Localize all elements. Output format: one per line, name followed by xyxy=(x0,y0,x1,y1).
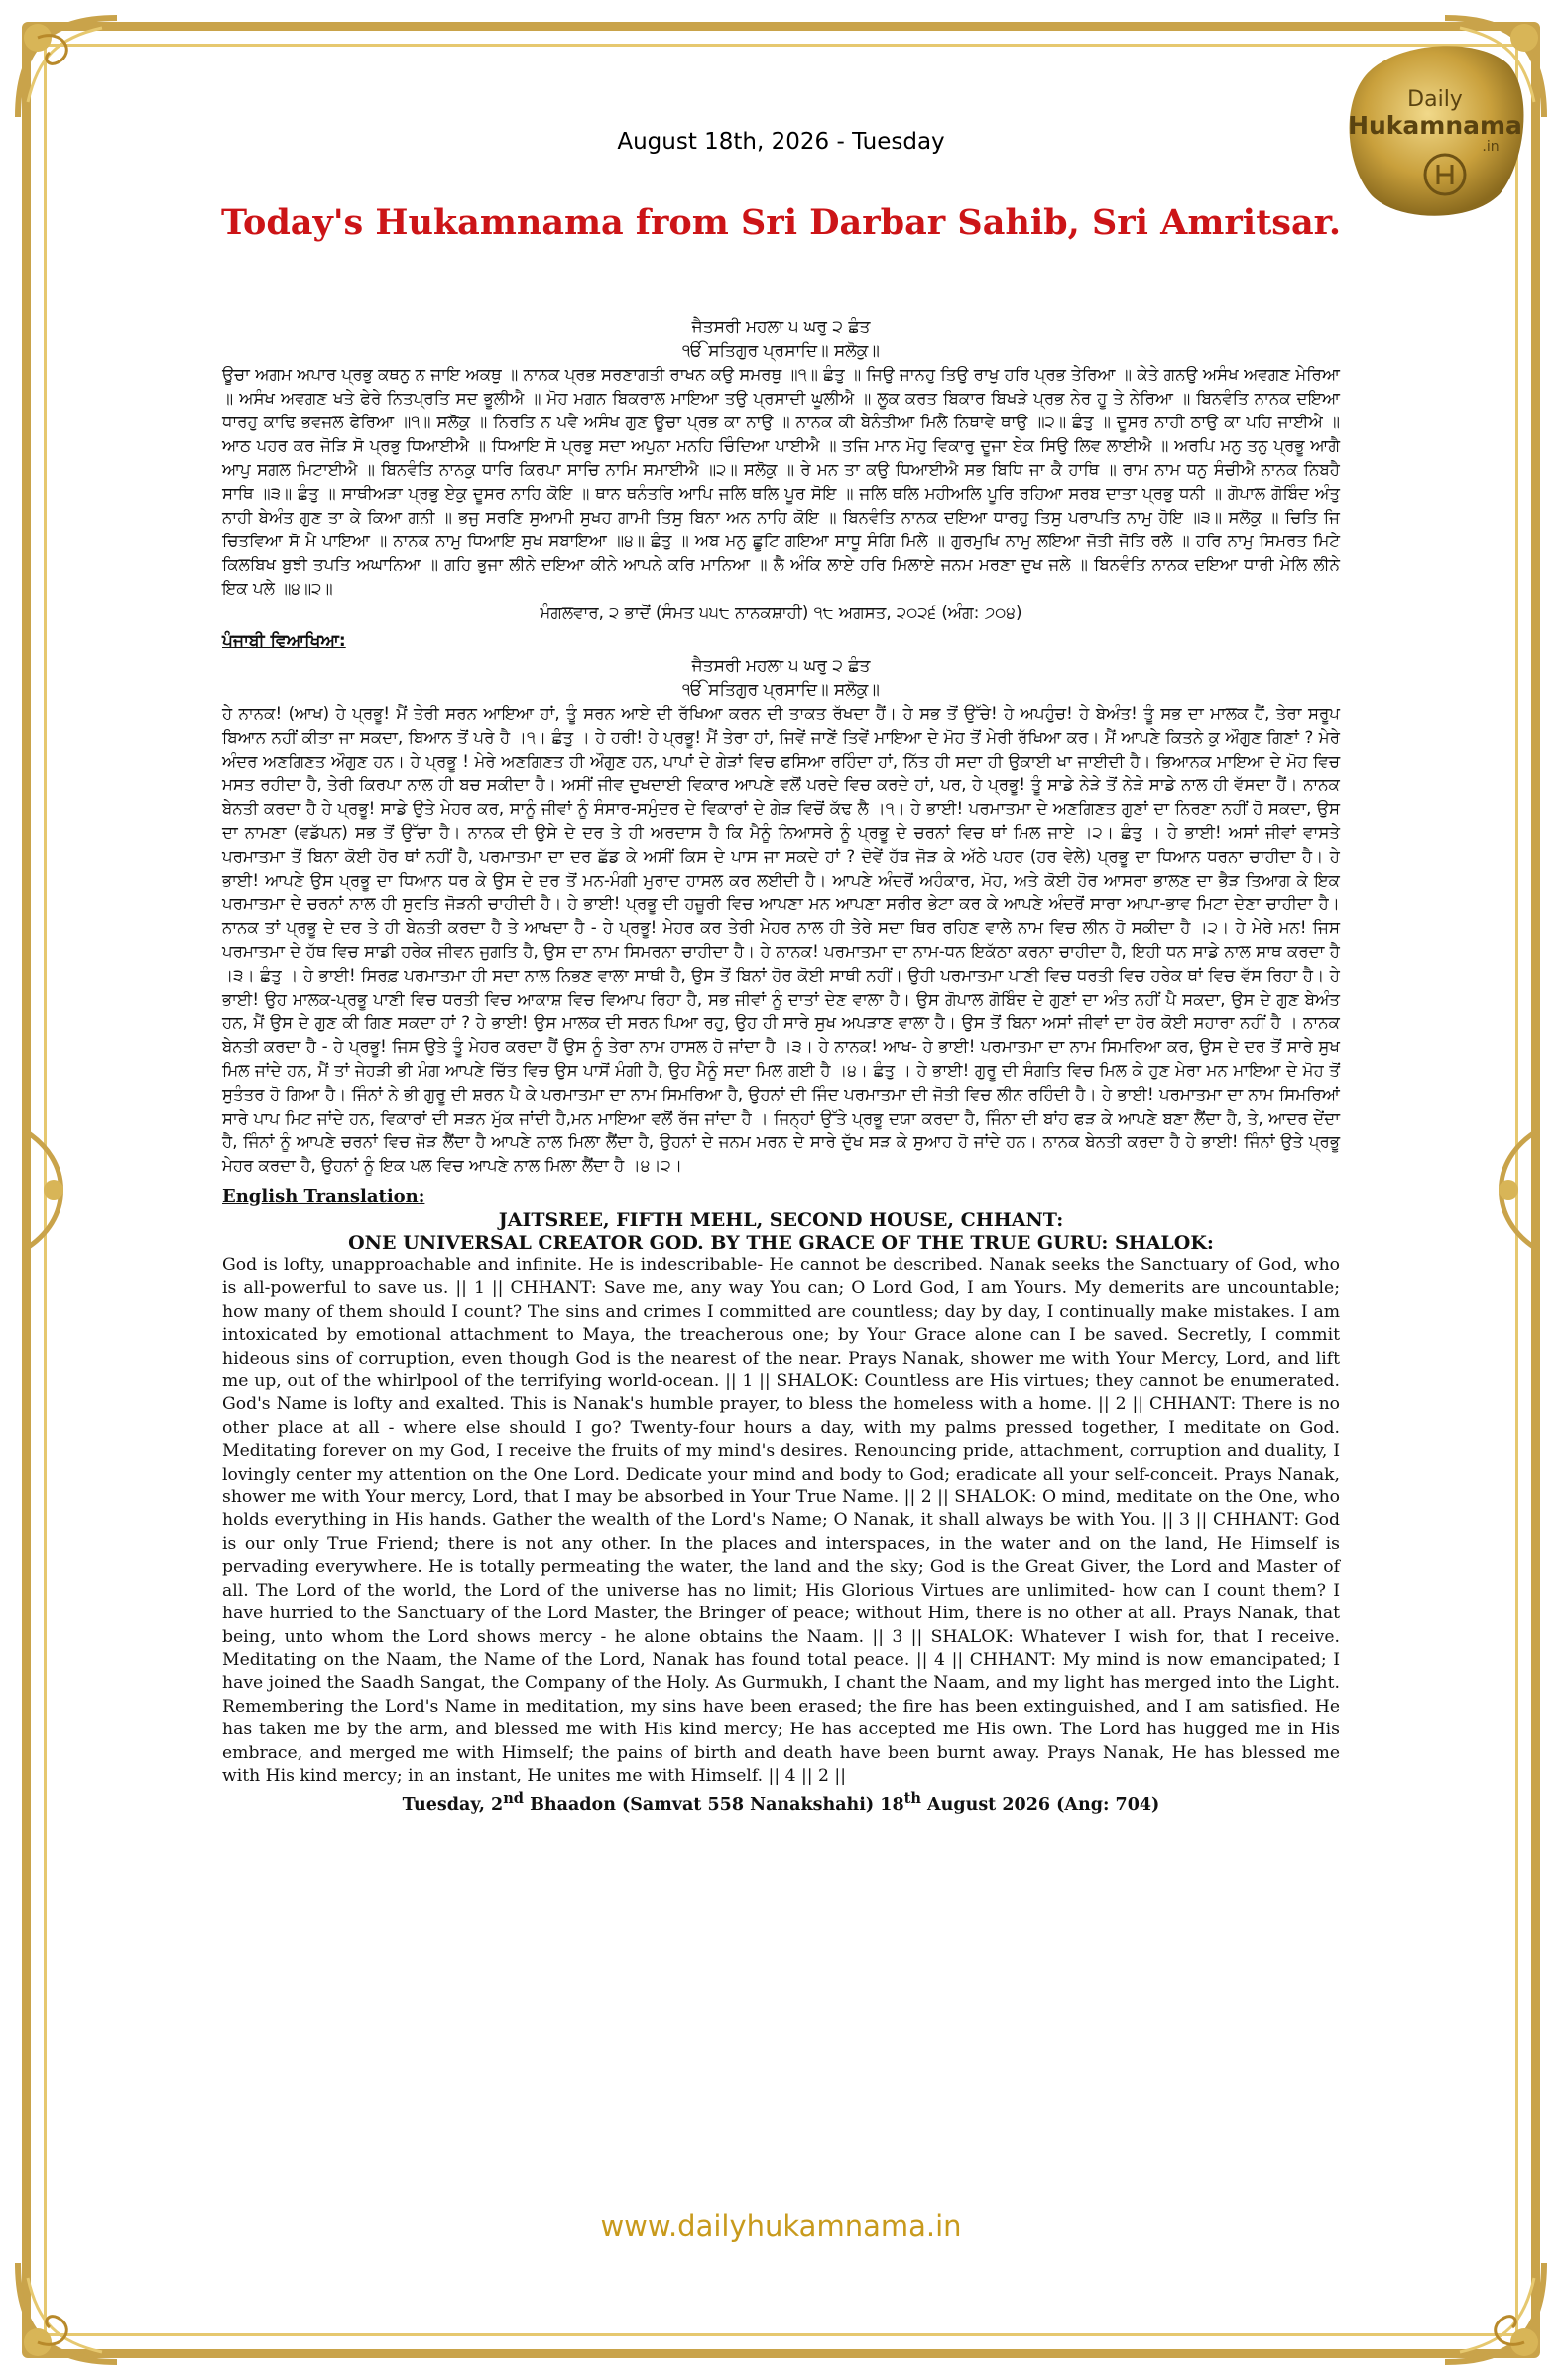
page-title: Today's Hukamnama from Sri Darbar Sahib, Sri Amritsar. xyxy=(220,202,1342,243)
english-translation: God is lofty, unapproachable and infinite. He is indescribable- He cannot be described. Nanak seeks the Sanctuary of God, who is all-powerful to save us. || 1 || CHHANT: Save me, any way You can; O Lord God, I am Yours. My demerits are uncountable; how many of them should I count? The sins and crimes I committed are countless; day by day, I continually make mistakes. I am intoxicated by emotional attachment to Maya, the treacherous one; by Your Grace alone can I be saved. Secretly, I commit hideous sins of corruption, even though God is the nearest of the near. Prays Nanak, shower me with Your Mercy, Lord, and lift me up, out of the whirlpool of the terrifying world-ocean. || 1 || SHALOK: Countless are His virtues; they cannot be enumerated. God's Name is lofty and exalted. This is Nanak's humble prayer, to bless the homeless with a home. || 2 || CHHANT: There is no other place at all - where else should I go? Twenty-four hours a day, with my palms pressed together, I meditate on God. Meditating forever on my God, I receive the fruits of my mind's desires. Renouncing pride, attachment, corruption and duality, I lovingly center my attention on the One Lord. Dedicate your mind and body to God; eradicate all your self-conceit. Prays Nanak, shower me with Your mercy, Lord, that I may be absorbed in Your True Name. || 2 || SHALOK: O mind, meditate on the One, who holds everything in His hands. Gather the wealth of the Lord's Name; O Nanak, it shall always be with You. || 3 || CHHANT: God is our only True Friend; there is not any other. In the places and interspaces, in the water and on the land, He Himself is pervading everywhere. He is totally permeating the water, the land and the sky; God is the Great Giver, the Lord and Master of all. The Lord of the world, the Lord of the universe has no limit; His Glorious Virtues are unlimited- how can I count them? I have hurried to the Sanctuary of the Lord Master, the Bringer of peace; without Him, there is no other at all. Prays Nanak, that being, unto whom the Lord shows mercy - he alone obtains the Naam. || 3 || SHALOK: Whatever I wish for, that I receive. Meditating on the Naam, the Name of the Lord, Nanak has found total peace. || 4 || CHHANT: My mind is now emancipated; I have joined the Saadh Sangat, the Company of the Holy. As Gurmukh, I chant the Naam, and my light has merged into the Light. Remembering the Lord's Name in meditation, my sins have been erased; the fire has been extinguished, and I am satisfied. He has taken me by the arm, and blessed me with His kind mercy; He has accepted me His own. The Lord has hugged me in His embrace, and merged me with Himself; the pains of birth and death have been burnt away. Prays Nanak, He has blessed me with His kind mercy; in an instant, He unites me with Himself. || 4 || 2 || xyxy=(222,1255,1340,1786)
hukamnama-content xyxy=(222,315,1340,1815)
gurbani-subheading: ੴ ਸਤਿਗੁਰ ਪ੍ਰਸਾਦਿ॥ ਸਲੋਕੁ॥ xyxy=(682,341,880,361)
english-date-line xyxy=(222,1790,1340,1815)
gurbani-heading: ਜੈਤਸਰੀ ਮਹਲਾ ੫ ਘਰੁ ੨ ਛੰਤ xyxy=(691,317,871,337)
date-part: Tuesday, 2 xyxy=(402,1795,504,1816)
date-part: August 2026 (Ang: 704) xyxy=(920,1795,1160,1816)
date-sup: nd xyxy=(503,1790,524,1808)
date-part: Bhaadon (Samvat 558 Nanakshahi) 18 xyxy=(524,1795,904,1816)
website-link[interactable]: www.dailyhukamnama.in xyxy=(600,2209,962,2243)
english-heading-2: ONE UNIVERSAL CREATOR GOD. BY THE GRACE OF THE TRUE GURU: SHALOK: xyxy=(348,1232,1214,1253)
date-line: August 18th, 2026 - Tuesday xyxy=(617,129,945,155)
corner-ornament-icon xyxy=(8,2253,127,2372)
date-sup: th xyxy=(903,1790,921,1808)
side-ornament-icon xyxy=(1469,1121,1548,1259)
logo-text-daily: Daily xyxy=(1407,87,1463,112)
side-ornament-icon xyxy=(14,1121,93,1259)
logo-text-hukamnama: Hukamnama xyxy=(1348,111,1522,140)
punjabi-heading: ਜੈਤਸਰੀ ਮਹਲਾ ੫ ਘਰੁ ੨ ਛੰਤ xyxy=(691,656,871,676)
corner-ornament-icon xyxy=(1435,2253,1554,2372)
punjabi-label: ਪੰਜਾਬੀ ਵਿਆਖਿਆ: xyxy=(222,631,346,651)
logo-text-in: .in xyxy=(1482,139,1500,155)
corner-ornament-icon xyxy=(8,8,127,127)
gurbani-text: ਊਚਾ ਅਗਮ ਅਪਾਰ ਪ੍ਰਭੁ ਕਥਨੁ ਨ ਜਾਇ ਅਕਥੁ ॥ ਨਾਨਕ ਪ੍ਰਭ ਸਰਣਾਗਤੀ ਰਾਖਨ ਕਉ ਸਮਰਥੁ ॥੧॥ ਛੰਤੁ ॥ ਜਿਉ ਜਾਨਹੁ ਤਿਉ ਰਾਖੁ ਹਰਿ ਪ੍ਰਭ ਤੇਰਿਆ ॥ ਕੇਤੇ ਗਨਉ ਅਸੰਖ ਅਵਗਣ ਮੇਰਿਆ ॥ ਅਸੰਖ ਅਵਗਣ ਖਤੇ ਫੇਰੇ ਨਿਤਪ੍ਰਤਿ ਸਦ ਭੂਲੀਐ ॥ ਮੋਹ ਮਗਨ ਬਿਕਰਾਲ ਮਾਇਆ ਤਉ ਪ੍ਰਸਾਦੀ ਘੂਲੀਐ ॥ ਲੂਕ ਕਰਤ ਬਿਕਾਰ ਬਿਖੜੇ ਪ੍ਰਭ ਨੇਰ ਹੂ ਤੇ ਨੇਰਿਆ ॥ ਬਿਨਵੰਤਿ ਨਾਨਕ ਦਇਆ ਧਾਰਹੁ ਕਾਢਿ ਭਵਜਲ ਫੇਰਿਆ ॥੧॥ ਸਲੋਕੁ ॥ ਨਿਰਤਿ ਨ ਪਵੈ ਅਸੰਖ ਗੁਣ ਊਚਾ ਪ੍ਰਭ ਕਾ ਨਾਉ ॥ ਨਾਨਕ ਕੀ ਬੇਨੰਤੀਆ ਮਿਲੈ ਨਿਥਾਵੇ ਥਾਉ ॥੨॥ ਛੰਤੁ ॥ ਦੂਸਰ ਨਾਹੀ ਠਾਉ ਕਾ ਪਹਿ ਜਾਈਐ ॥ ਆਠ ਪਹਰ ਕਰ ਜੋੜਿ ਸੋ ਪ੍ਰਭੁ ਧਿਆਈਐ ॥ ਧਿਆਇ ਸੋ ਪ੍ਰਭੁ ਸਦਾ ਅਪੁਨਾ ਮਨਹਿ ਚਿੰਦਿਆ ਪਾਈਐ ॥ ਤਜਿ ਮਾਨ ਮੋਹੁ ਵਿਕਾਰੁ ਦੂਜਾ ਏਕ ਸਿਉ ਲਿਵ ਲਾਈਐ ॥ ਅਰਪਿ ਮਨੁ ਤਨੁ ਪ੍ਰਭੂ ਆਗੈ ਆਪੁ ਸਗਲ ਮਿਟਾਈਐ ॥ ਬਿਨਵੰਤਿ ਨਾਨਕੁ ਧਾਰਿ ਕਿਰਪਾ ਸਾਚਿ ਨਾਮਿ ਸਮਾਈਐ ॥੨॥ ਸਲੋਕੁ ॥ ਰੇ ਮਨ ਤਾ ਕਉ ਧਿਆਈਐ ਸਭ ਬਿਧਿ ਜਾ ਕੈ ਹਾਥਿ ॥ ਰਾਮ ਨਾਮ ਧਨੁ ਸੰਚੀਐ ਨਾਨਕ ਨਿਬਹੈ ਸਾਥਿ ॥੩॥ ਛੰਤੁ ॥ ਸਾਥੀਅੜਾ ਪ੍ਰਭੁ ਏਕੁ ਦੂਸਰ ਨਾਹਿ ਕੋਇ ॥ ਥਾਨ ਥਨੰਤਰਿ ਆਪਿ ਜਲਿ ਥਲਿ ਪੂਰ ਸੋਇ ॥ ਜਲਿ ਥਲਿ ਮਹੀਅਲਿ ਪੂਰਿ ਰਹਿਆ ਸਰਬ ਦਾਤਾ ਪ੍ਰਭੁ ਧਨੀ ॥ ਗੋਪਾਲ ਗੋਬਿੰਦ ਅੰਤੁ ਨਾਹੀ ਬੇਅੰਤ ਗੁਣ ਤਾ ਕੇ ਕਿਆ ਗਨੀ ॥ ਭਜੁ ਸਰਣਿ ਸੁਆਮੀ ਸੁਖਹ ਗਾਮੀ ਤਿਸੁ ਬਿਨਾ ਅਨ ਨਾਹਿ ਕੋਇ ॥ ਬਿਨਵੰਤਿ ਨਾਨਕ ਦਇਆ ਧਾਰਹੁ ਤਿਸੁ ਪਰਾਪਤਿ ਨਾਮੁ ਹੋਇ ॥੩॥ ਸਲੋਕੁ ॥ ਚਿਤਿ ਜਿ ਚਿਤਵਿਆ ਸੋ ਮੈ ਪਾਇਆ ॥ ਨਾਨਕ ਨਾਮੁ ਧਿਆਇ ਸੁਖ ਸਬਾਇਆ ॥੪॥ ਛੰਤੁ ॥ ਅਬ ਮਨੁ ਛੂਟਿ ਗਇਆ ਸਾਧੂ ਸੰਗਿ ਮਿਲੇ ॥ ਗੁਰਮੁਖਿ ਨਾਮੁ ਲਇਆ ਜੋਤੀ ਜੋਤਿ ਰਲੇ ॥ ਹਰਿ ਨਾਮੁ ਸਿਮਰਤ ਮਿਟੇ ਕਿਲਬਿਖ ਬੁਝੀ ਤਪਤਿ ਅਘਾਨਿਆ ॥ ਗਹਿ ਭੁਜਾ ਲੀਨੇ ਦਇਆ ਕੀਨੇ ਆਪਨੇ ਕਰਿ ਮਾਨਿਆ ॥ ਲੈ ਅੰਕਿ ਲਾਏ ਹਰਿ ਮਿਲਾਏ ਜਨਮ ਮਰਣਾ ਦੁਖ ਜਲੇ ॥ ਬਿਨਵੰਤਿ ਨਾਨਕ ਦਇਆ ਧਾਰੀ ਮੇਲਿ ਲੀਨੇ ਇਕ ਪਲੇ ॥੪॥੨॥ xyxy=(222,365,1340,598)
punjabi-subheading: ੴ ਸਤਿਗੁਰ ਪ੍ਰਸਾਦਿ॥ ਸਲੋਕੁ॥ xyxy=(682,680,880,700)
english-label: English Translation: xyxy=(222,1186,425,1207)
punjabi-explanation: ਹੇ ਨਾਨਕ! (ਆਖ) ਹੇ ਪ੍ਰਭੂ! ਮੈਂ ਤੇਰੀ ਸਰਨ ਆਇਆ ਹਾਂ, ਤੂੰ ਸਰਨ ਆਏ ਦੀ ਰੱਖਿਆ ਕਰਨ ਦੀ ਤਾਕਤ ਰੱਖਦਾ ਹੈਂ। ਹੇ ਸਭ ਤੋਂ ਉੱਚੇ! ਹੇ ਅਪਹੁੰਚ! ਹੇ ਬੇਅੰਤ! ਤੂੰ ਸਭ ਦਾ ਮਾਲਕ ਹੈਂ, ਤੇਰਾ ਸਰੂਪ ਬਿਆਨ ਨਹੀਂ ਕੀਤਾ ਜਾ ਸਕਦਾ, ਬਿਆਨ ਤੋਂ ਪਰੇ ਹੈ ।੧। ਛੰਤੁ । ਹੇ ਹਰੀ! ਹੇ ਪ੍ਰਭੂ! ਮੈਂ ਤੇਰਾ ਹਾਂ, ਜਿਵੇਂ ਜਾਣੇਂ ਤਿਵੇਂ ਮਾਇਆ ਦੇ ਮੋਹ ਤੋਂ ਮੇਰੀ ਰੱਖਿਆ ਕਰ। ਮੈਂ ਆਪਣੇ ਕਿਤਨੇ ਕੁ ਔਗੁਣ ਗਿਣਾਂ ? ਮੇਰੇ ਅੰਦਰ ਅਣਗਿਣਤ ਔਗੁਣ ਹਨ। ਹੇ ਪ੍ਰਭੂ ! ਮੇਰੇ ਅਣਗਿਣਤ ਹੀ ਔਗੁਣ ਹਨ, ਪਾਪਾਂ ਦੇ ਗੇੜਾਂ ਵਿਚ ਫਸਿਆ ਰਹਿੰਦਾ ਹਾਂ, ਨਿੱਤ ਹੀ ਸਦਾ ਹੀ ਉਕਾਈ ਖਾ ਜਾਈਦੀ ਹੈ। ਭਿਆਨਕ ਮਾਇਆ ਦੇ ਮੋਹ ਵਿਚ ਮਸਤ ਰਹੀਦਾ ਹੈ, ਤੇਰੀ ਕਿਰਪਾ ਨਾਲ ਹੀ ਬਚ ਸਕੀਦਾ ਹੈ। ਅਸੀਂ ਜੀਵ ਦੁਖਦਾਈ ਵਿਕਾਰ ਆਪਣੇ ਵਲੋਂ ਪਰਦੇ ਵਿਚ ਕਰਦੇ ਹਾਂ, ਪਰ, ਹੇ ਪ੍ਰਭੂ! ਤੂੰ ਸਾਡੇ ਨੇੜੇ ਤੋਂ ਨੇੜੇ ਸਾਡੇ ਨਾਲ ਹੀ ਵੱਸਦਾ ਹੈਂ। ਨਾਨਕ ਬੇਨਤੀ ਕਰਦਾ ਹੈ ਹੇ ਪ੍ਰਭੂ! ਸਾਡੇ ਉਤੇ ਮੇਹਰ ਕਰ, ਸਾਨੂੰ ਜੀਵਾਂ ਨੂੰ ਸੰਸਾਰ-ਸਮੁੰਦਰ ਦੇ ਵਿਕਾਰਾਂ ਦੇ ਗੇੜ ਵਿਚੋਂ ਕੱਢ ਲੈ ।੧। ਹੇ ਭਾਈ! ਪਰਮਾਤਮਾ ਦੇ ਅਣਗਿਣਤ ਗੁਣਾਂ ਦਾ ਨਿਰਣਾ ਨਹੀਂ ਹੋ ਸਕਦਾ, ਉਸ ਦਾ ਨਾਮਣਾ (ਵਡੱਪਨ) ਸਭ ਤੋਂ ਉੱਚਾ ਹੈ। ਨਾਨਕ ਦੀ ਉਸੇ ਦੇ ਦਰ ਤੇ ਹੀ ਅਰਦਾਸ ਹੈ ਕਿ ਮੈਨੂੰ ਨਿਆਸਰੇ ਨੂੰ ਪ੍ਰਭੂ ਦੇ ਚਰਨਾਂ ਵਿਚ ਥਾਂ ਮਿਲ ਜਾਏ ।੨। ਛੰਤੁ । ਹੇ ਭਾਈ! ਅਸਾਂ ਜੀਵਾਂ ਵਾਸਤੇ ਪਰਮਾਤਮਾ ਤੋਂ ਬਿਨਾ ਕੋਈ ਹੋਰ ਥਾਂ ਨਹੀਂ ਹੈ, ਪਰਮਾਤਮਾ ਦਾ ਦਰ ਛੱਡ ਕੇ ਅਸੀਂ ਕਿਸ ਦੇ ਪਾਸ ਜਾ ਸਕਦੇ ਹਾਂ ? ਦੋਵੇਂ ਹੱਥ ਜੋੜ ਕੇ ਅੱਠੇ ਪਹਰ (ਹਰ ਵੇਲੇ) ਪ੍ਰਭੂ ਦਾ ਧਿਆਨ ਧਰਨਾ ਚਾਹੀਦਾ ਹੈ। ਹੇ ਭਾਈ! ਆਪਣੇ ਉਸ ਪ੍ਰਭੂ ਦਾ ਧਿਆਨ ਧਰ ਕੇ ਉਸ ਦੇ ਦਰ ਤੋਂ ਮਨ-ਮੰਗੀ ਮੁਰਾਦ ਹਾਸਲ ਕਰ ਲਈਦੀ ਹੈ। ਆਪਣੇ ਅੰਦਰੋਂ ਅਹੰਕਾਰ, ਮੋਹ, ਅਤੇ ਕੋਈ ਹੋਰ ਆਸਰਾ ਭਾਲਣ ਦਾ ਭੈੜ ਤਿਆਗ ਕੇ ਇਕ ਪਰਮਾਤਮਾ ਦੇ ਚਰਨਾਂ ਨਾਲ ਹੀ ਸੁਰਤਿ ਜੋੜਨੀ ਚਾਹੀਦੀ ਹੈ। ਹੇ ਭਾਈ! ਪ੍ਰਭੂ ਦੀ ਹਜ਼ੂਰੀ ਵਿਚ ਆਪਣਾ ਮਨ ਆਪਣਾ ਸਰੀਰ ਭੇਟਾ ਕਰ ਕੇ ਆਪਣੇ ਅੰਦਰੋਂ ਸਾਰਾ ਆਪਾ-ਭਾਵ ਮਿਟਾ ਦੇਣਾ ਚਾਹੀਦਾ ਹੈ। ਨਾਨਕ ਤਾਂ ਪ੍ਰਭੂ ਦੇ ਦਰ ਤੇ ਹੀ ਬੇਨਤੀ ਕਰਦਾ ਹੈ ਤੇ ਆਖਦਾ ਹੈ - ਹੇ ਪ੍ਰਭੂ! ਮੇਹਰ ਕਰ ਤੇਰੀ ਮੇਹਰ ਨਾਲ ਹੀ ਤੇਰੇ ਸਦਾ ਥਿਰ ਰਹਿਣ ਵਾਲੇ ਨਾਮ ਵਿਚ ਲੀਨ ਹੋ ਸਕੀਦਾ ਹੈ ।੨। ਹੇ ਮੇਰੇ ਮਨ! ਜਿਸ ਪਰਮਾਤਮਾ ਦੇ ਹੱਥ ਵਿਚ ਸਾਡੀ ਹਰੇਕ ਜੀਵਨ ਜੁਗਤਿ ਹੈ, ਉਸ ਦਾ ਨਾਮ ਸਿਮਰਨਾ ਚਾਹੀਦਾ ਹੈ। ਹੇ ਨਾਨਕ! ਪਰਮਾਤਮਾ ਦਾ ਨਾਮ-ਧਨ ਇਕੱਠਾ ਕਰਨਾ ਚਾਹੀਦਾ ਹੈ, ਇਹੀ ਧਨ ਸਾਡੇ ਨਾਲ ਸਾਥ ਕਰਦਾ ਹੈ ।੩। ਛੰਤੁ । ਹੇ ਭਾਈ! ਸਿਰਫ਼ ਪਰਮਾਤਮਾ ਹੀ ਸਦਾ ਨਾਲ ਨਿਭਣ ਵਾਲਾ ਸਾਥੀ ਹੈ, ਉਸ ਤੋਂ ਬਿਨਾਂ ਹੋਰ ਕੋਈ ਸਾਥੀ ਨਹੀਂ। ਉਹੀ ਪਰਮਾਤਮਾ ਪਾਣੀ ਵਿਚ ਧਰਤੀ ਵਿਚ ਹਰੇਕ ਥਾਂ ਵਿਚ ਵੱਸ ਰਿਹਾ ਹੈ। ਹੇ ਭਾਈ! ਉਹ ਮਾਲਕ-ਪ੍ਰਭੂ ਪਾਣੀ ਵਿਚ ਧਰਤੀ ਵਿਚ ਆਕਾਸ਼ ਵਿਚ ਵਿਆਪ ਰਿਹਾ ਹੈ, ਸਭ ਜੀਵਾਂ ਨੂੰ ਦਾਤਾਂ ਦੇਣ ਵਾਲਾ ਹੈ। ਉਸ ਗੋਪਾਲ ਗੋਬਿੰਦ ਦੇ ਗੁਣਾਂ ਦਾ ਅੰਤ ਨਹੀਂ ਪੈ ਸਕਦਾ, ਉਸ ਦੇ ਗੁਣ ਬੇਅੰਤ ਹਨ, ਮੈਂ ਉਸ ਦੇ ਗੁਣ ਕੀ ਗਿਣ ਸਕਦਾ ਹਾਂ ? ਹੇ ਭਾਈ! ਉਸ ਮਾਲਕ ਦੀ ਸਰਨ ਪਿਆ ਰਹੁ, ਉਹ ਹੀ ਸਾਰੇ ਸੁਖ ਅਪੜਾਣ ਵਾਲਾ ਹੈ। ਉਸ ਤੋਂ ਬਿਨਾ ਅਸਾਂ ਜੀਵਾਂ ਦਾ ਹੋਰ ਕੋਈ ਸਹਾਰਾ ਨਹੀਂ ਹੈ । ਨਾਨਕ ਬੇਨਤੀ ਕਰਦਾ ਹੈ - ਹੇ ਪ੍ਰਭੂ! ਜਿਸ ਉਤੇ ਤੂੰ ਮੇਹਰ ਕਰਦਾ ਹੈਂ ਉਸ ਨੂੰ ਤੇਰਾ ਨਾਮ ਹਾਸਲ ਹੋ ਜਾਂਦਾ ਹੈ ।੩। ਹੇ ਨਾਨਕ! ਆਖ- ਹੇ ਭਾਈ! ਪਰਮਾਤਮਾ ਦਾ ਨਾਮ ਸਿਮਰਿਆ ਕਰ, ਉਸ ਦੇ ਦਰ ਤੋਂ ਸਾਰੇ ਸੁਖ ਮਿਲ ਜਾਂਦੇ ਹਨ, ਮੈਂ ਤਾਂ ਜੇਹੜੀ ਭੀ ਮੰਗ ਆਪਣੇ ਚਿੱਤ ਵਿਚ ਉਸ ਪਾਸੋਂ ਮੰਗੀ ਹੈ, ਉਹ ਮੈਨੂੰ ਸਦਾ ਮਿਲ ਗਈ ਹੈ ।੪। ਛੰਤੁ । ਹੇ ਭਾਈ! ਗੁਰੂ ਦੀ ਸੰਗਤਿ ਵਿਚ ਮਿਲ ਕੇ ਹੁਣ ਮੇਰਾ ਮਨ ਮਾਇਆ ਦੇ ਮੋਹ ਤੋਂ ਸੁਤੰਤਰ ਹੋ ਗਿਆ ਹੈ। ਜਿੰਨਾਂ ਨੇ ਭੀ ਗੁਰੂ ਦੀ ਸ਼ਰਨ ਪੈ ਕੇ ਪਰਮਾਤਮਾ ਦਾ ਨਾਮ ਸਿਮਰਿਆ ਹੈ, ਉਹਨਾਂ ਦੀ ਜਿੰਦ ਪਰਮਾਤਮਾ ਦੀ ਜੋਤੀ ਵਿਚ ਲੀਨ ਰਹਿੰਦੀ ਹੈ। ਹੇ ਭਾਈ! ਪਰਮਾਤਮਾ ਦਾ ਨਾਮ ਸਿਮਰਿਆਂ ਸਾਰੇ ਪਾਪ ਮਿਟ ਜਾਂਦੇ ਹਨ, ਵਿਕਾਰਾਂ ਦੀ ਸੜਨ ਮੁੱਕ ਜਾਂਦੀ ਹੈ,ਮਨ ਮਾਇਆ ਵਲੋਂ ਰੱਜ ਜਾਂਦਾ ਹੈ । ਜਿਨ੍ਹਾਂ ਉੱਤੇ ਪ੍ਰਭੂ ਦਯਾ ਕਰਦਾ ਹੈ, ਜਿੰਨਾ ਦੀ ਬਾਂਹ ਫੜ ਕੇ ਆਪਣੇ ਬਣਾ ਲੈਂਦਾ ਹੈ, ਤੇ, ਆਦਰ ਦੇਂਦਾ ਹੈ, ਜਿੰਨਾਂ ਨੂੰ ਆਪਣੇ ਚਰਨਾਂ ਵਿਚ ਜੋੜ ਲੈਂਦਾ ਹੈ ਆਪਣੇ ਨਾਲ ਮਿਲਾ ਲੈਂਦਾ ਹੈ, ਉਹਨਾਂ ਦੇ ਜਨਮ ਮਰਨ ਦੇ ਸਾਰੇ ਦੁੱਖ ਸੜ ਕੇ ਸੁਆਹ ਹੋ ਜਾਂਦੇ ਹਨ। ਨਾਨਕ ਬੇਨਤੀ ਕਰਦਾ ਹੈ ਹੇ ਭਾਈ! ਜਿੰਨਾਂ ਉਤੇ ਪ੍ਰਭੂ ਮੇਹਰ ਕਰਦਾ ਹੈ, ਉਹਨਾਂ ਨੂੰ ਇਕ ਪਲ ਵਿਚ ਆਪਣੇ ਨਾਲ ਮਿਲਾ ਲੈਂਦਾ ਹੈ ।੪।੨। xyxy=(222,704,1341,1175)
gurbani-date: ਮੰਗਲਵਾਰ, ੨ ਭਾਦੋਂ (ਸੰਮਤ ੫੫੮ ਨਾਨਕਸ਼ਾਹੀ) ੧੮ ਅਗਸਤ, ੨੦੨੬ (ਅੰਗ: ੭੦੪) xyxy=(540,603,1022,622)
english-heading-1: JAITSREE, FIFTH MEHL, SECOND HOUSE, CHHANT: xyxy=(498,1209,1064,1231)
